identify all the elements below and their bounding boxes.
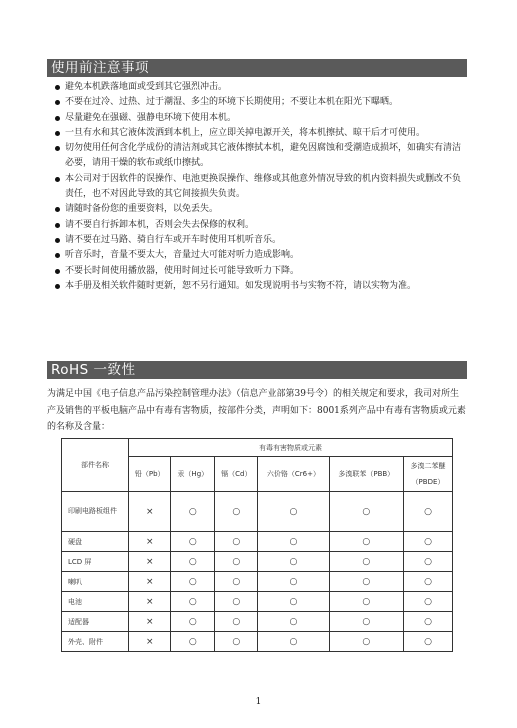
page-number: 1 <box>255 697 262 707</box>
substance-mark-cell: ○ <box>329 592 403 612</box>
precautions-list <box>55 80 465 294</box>
substance-mark-cell: × <box>129 532 171 552</box>
list-item: 不要长时间使用播放器，使用时间过长可能导致听力下降。 <box>55 264 465 279</box>
substance-mark-cell: ○ <box>258 492 329 532</box>
part-name-cell: 印刷电路板组件 <box>62 492 129 532</box>
list-item: 请不要在过马路、骑自行车或开车时使用耳机听音乐。 <box>55 233 465 248</box>
table-row <box>62 612 453 632</box>
substance-mark-cell: ○ <box>403 592 452 612</box>
substance-mark-cell: ○ <box>171 612 215 632</box>
list-item: 切勿使用任何含化学成份的清洁剂或其它液体擦拭本机，避免因腐蚀和受潮造成损坏，如确实有清洁必要，请用干燥的软布或纸巾擦拭。 <box>55 141 465 172</box>
substance-mark-cell: ○ <box>329 572 403 592</box>
substance-mark-cell: ○ <box>215 632 258 652</box>
substance-mark-cell: ○ <box>258 612 329 632</box>
substance-mark-cell: ○ <box>171 532 215 552</box>
substance-mark-cell: ○ <box>171 552 215 572</box>
substance-mark-cell: ○ <box>258 632 329 652</box>
rohs-intro-paragraph: 为满足中国《电子信息产品污染控制管理办法》（信息产业部第39号令）的相关规定和要求，我司对所生产及销售的平板电脑产品中有毒有害物质，按部件分类，声明如下：8001系列产品中有毒有害物质或元素的名称及含量： <box>47 389 466 432</box>
substance-mark-cell: ○ <box>258 572 329 592</box>
substance-mark-cell: × <box>129 492 171 532</box>
list-item: 避免本机跌落地面或受到其它强烈冲击。 <box>55 80 465 95</box>
substance-mark-cell: × <box>129 552 171 572</box>
substance-mark-cell: ○ <box>215 492 258 532</box>
table-row <box>62 632 453 652</box>
substance-mark-cell: ○ <box>258 592 329 612</box>
list-item: 请不要自行拆卸本机，否则会失去保修的权利。 <box>55 218 465 233</box>
list-item: 本手册及相关软件随时更新，恕不另行通知。如发现说明书与实物不符，请以实物为准。 <box>55 279 465 294</box>
part-name-cell: 适配器 <box>62 612 129 632</box>
part-name-cell: 硬盘 <box>62 532 129 552</box>
list-item: 尽量避免在强磁、强静电环境下使用本机。 <box>55 111 465 126</box>
substance-mark-cell: ○ <box>403 552 452 572</box>
part-name-header: 部件名称 <box>62 439 129 492</box>
substance-mark-cell: ○ <box>403 492 452 532</box>
substance-mark-cell: ○ <box>171 632 215 652</box>
list-item: 一旦有水和其它液体泼洒到本机上，应立即关掉电源开关，将本机擦拭、晾干后才可使用。 <box>55 126 465 141</box>
table-row <box>62 492 453 532</box>
list-item: 本公司对于因软件的误操作、电池更换误操作、维修或其他意外情况导致的机内资料损失或删改不负责任，也不对因此导致的其它间接损失负责。 <box>55 172 465 203</box>
substance-mark-cell: ○ <box>329 612 403 632</box>
substance-mark-cell: ○ <box>215 612 258 632</box>
substance-mark-cell: ○ <box>215 552 258 572</box>
table-row <box>62 552 453 572</box>
substance-header: 六价铬（Cr6+） <box>258 457 329 492</box>
table-row <box>62 572 453 592</box>
substance-mark-cell: ○ <box>258 532 329 552</box>
substance-mark-cell: ○ <box>171 592 215 612</box>
substance-mark-cell: ○ <box>403 612 452 632</box>
substance-header-line: （PBDE） <box>411 478 445 486</box>
substance-mark-cell: ○ <box>215 572 258 592</box>
substance-header: 镉（Cd） <box>215 457 258 492</box>
hazardous-substances-table <box>61 438 453 652</box>
section-title-precautions: 使用前注意事项 <box>47 59 467 77</box>
substance-mark-cell: ○ <box>171 572 215 592</box>
substance-mark-cell: ○ <box>403 632 452 652</box>
substance-mark-cell: ○ <box>215 532 258 552</box>
substance-mark-cell: ○ <box>329 532 403 552</box>
list-item: 请随时备份您的重要资料，以免丢失。 <box>55 202 465 217</box>
substance-header: 多溴联苯（PBB） <box>329 457 403 492</box>
substance-mark-cell: ○ <box>171 492 215 532</box>
substance-mark-cell: ○ <box>258 552 329 572</box>
substance-mark-cell: × <box>129 592 171 612</box>
part-name-cell: 外壳、附件 <box>62 632 129 652</box>
table-row <box>62 592 453 612</box>
substances-group-header: 有毒有害物质或元素 <box>129 439 453 457</box>
substance-header: 汞（Hg） <box>171 457 215 492</box>
substance-mark-cell: ○ <box>215 592 258 612</box>
substance-header-pbde <box>403 457 452 492</box>
substance-mark-cell: × <box>129 572 171 592</box>
list-item: 听音乐时，音量不要太大，音量过大可能对听力造成影响。 <box>55 248 465 263</box>
substance-mark-cell: ○ <box>403 532 452 552</box>
substance-mark-cell: × <box>129 632 171 652</box>
section-title-rohs: RoHS 一致性 <box>47 361 467 379</box>
substance-mark-cell: ○ <box>329 632 403 652</box>
list-item: 不要在过冷、过热、过于潮湿、多尘的环境下长期使用；不要让本机在阳光下曝晒。 <box>55 95 465 110</box>
substance-mark-cell: ○ <box>403 572 452 592</box>
substance-mark-cell: ○ <box>329 552 403 572</box>
part-name-cell: 电池 <box>62 592 129 612</box>
table-row <box>62 532 453 552</box>
substance-header: 铅（Pb） <box>129 457 171 492</box>
part-name-cell: LCD 屏 <box>62 552 129 572</box>
substance-mark-cell: ○ <box>329 492 403 532</box>
substance-mark-cell: × <box>129 612 171 632</box>
part-name-cell: 喇叭 <box>62 572 129 592</box>
substance-header-line: 多溴二苯醚 <box>410 462 446 470</box>
